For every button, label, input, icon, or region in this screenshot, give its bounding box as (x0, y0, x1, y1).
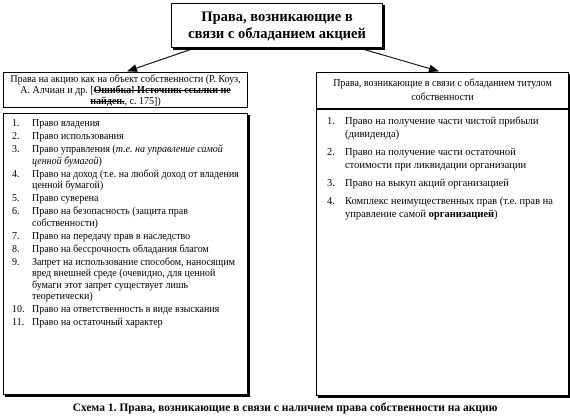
list-item-number: 9. (12, 256, 20, 268)
list-item-number: 1. (12, 118, 20, 129)
list-item-number: 1. (327, 116, 335, 127)
list-item-text: Запрет на использование способом, наносящим вред внешней среде (очевидно, для ценной бумаги этот запрет существует лишь теоретически) (32, 256, 235, 302)
right-branch-header (316, 72, 569, 109)
left-header-text-a: Права на акцию как на объект собственности (Р. Коуз, А. Алчиан и др. [ (10, 74, 241, 96)
list-item-text: Комплекс неимущественных прав (т.е. прав на управление самой (345, 196, 553, 220)
list-item (317, 195, 568, 221)
figure-caption: Схема 1. Права, возникающие в связи с наличием права собственности на акцию (72, 402, 498, 414)
list-item-number: 2. (327, 147, 335, 158)
list-item (4, 144, 247, 167)
list-item-text: Право на безопасность (защита прав собственности) (32, 206, 188, 229)
list-item-text: Право на доход (т.е. на любой доход от владения ценной бумагой) (32, 168, 239, 191)
left-header-error: Ошибка! Источник ссылки не найден. (90, 85, 231, 107)
list-item (4, 304, 247, 316)
list-item (4, 118, 247, 130)
list-item (4, 131, 247, 143)
list-item-text: Право владения (32, 118, 100, 129)
list-item (4, 317, 247, 329)
list-item-text: Право на остаточный характер (32, 317, 163, 328)
list-item-tail: ) (98, 155, 102, 167)
list-item-number: 2. (12, 131, 20, 142)
list-item-text: Право на получение части остаточной стоимости при ликвидации организации (345, 147, 527, 171)
list-item (4, 169, 247, 192)
list-item-number: 3. (327, 178, 335, 189)
list-item-tail: ) (494, 209, 498, 220)
list-item (4, 231, 247, 243)
list-item (4, 193, 247, 205)
list-item-emphasis: организацией (428, 209, 495, 220)
list-item-number: 4. (12, 168, 20, 180)
left-branch-header (3, 72, 248, 108)
list-item-number: 8. (12, 243, 20, 255)
root-title-line2: связи с обладанием акцией (188, 25, 366, 42)
list-item (317, 115, 568, 141)
list-item-number: 6. (12, 206, 20, 217)
list-item-number: 10. (12, 304, 25, 315)
list-item-text: Право на бессрочность обладания благом (32, 243, 209, 255)
root-title-line1: Права, возникающие в (201, 8, 353, 25)
list-item-number: 3. (12, 144, 20, 155)
list-item-number: 7. (12, 230, 20, 242)
arrow-to-left (128, 48, 195, 71)
arrow-to-right (359, 48, 438, 71)
root-node (171, 3, 383, 48)
list-item (317, 146, 568, 172)
list-item-number: 5. (12, 193, 20, 204)
left-rights-list (3, 113, 248, 395)
list-item (4, 206, 247, 229)
left-ordered-list (4, 118, 247, 329)
right-rights-list (316, 109, 569, 396)
left-header-text-b: , с. 175]) (124, 96, 161, 107)
right-ordered-list (317, 115, 568, 221)
list-item (317, 177, 568, 190)
list-item-number: 11. (12, 317, 25, 328)
list-item-emphasis: т.е. на управление самой ценной бумагой (32, 144, 223, 167)
list-item-text: Право управления ( (32, 144, 116, 155)
list-item-text: Право на ответственность в виде взыскания (32, 304, 220, 315)
list-item-text: Право на получение части чистой прибыли (дивиденда) (345, 116, 539, 140)
list-item-text: Право на выкуп акций организацией (345, 178, 509, 189)
list-item-number: 4. (327, 196, 335, 207)
right-header-text: Права, возникающие в связи с обладанием титулом собственности (333, 77, 552, 103)
list-item-text: Право использования (32, 131, 124, 142)
list-item-text: Право на передачу прав в наследство (32, 230, 191, 242)
list-item-text: Право суверена (32, 193, 99, 204)
list-item (4, 257, 247, 303)
list-item (4, 244, 247, 256)
